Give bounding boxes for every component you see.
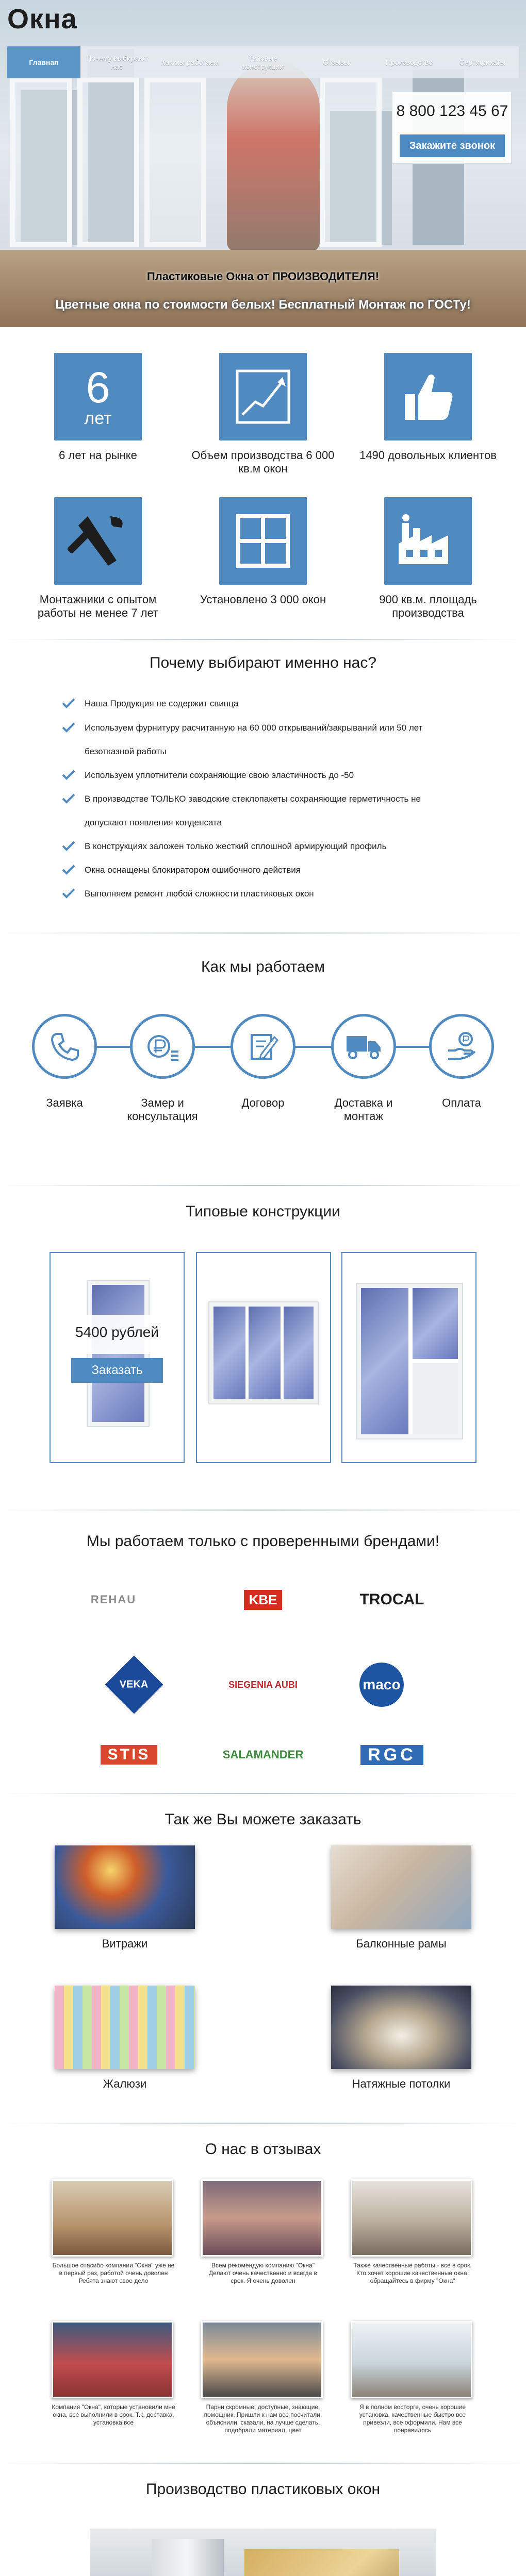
review-photo[interactable] bbox=[351, 2321, 472, 2398]
contract-pen-icon bbox=[231, 1014, 295, 1079]
ruble-coins-icon bbox=[130, 1014, 195, 1079]
step-payment bbox=[420, 1014, 503, 1110]
main-nav bbox=[7, 46, 519, 78]
how-title: Как мы работаем bbox=[201, 958, 325, 975]
order-item-label[interactable]: Витражи bbox=[102, 1937, 148, 1950]
section-divider bbox=[0, 1510, 526, 1511]
review-card bbox=[201, 2179, 325, 2285]
review-card bbox=[351, 2179, 474, 2285]
brand-logo-rehau: REHAU bbox=[90, 1593, 137, 1606]
why-item-text: В конструкциях заложен только жесткий сплошной армирующий профиль bbox=[85, 841, 387, 851]
balcony-frames-image[interactable] bbox=[331, 1845, 471, 1929]
thumbs-up-icon bbox=[384, 353, 472, 440]
hero-floor bbox=[0, 250, 526, 327]
feature-text: Монтажники с опытом работы не менее 7 лет bbox=[37, 593, 159, 619]
why-item bbox=[62, 888, 474, 900]
review-card bbox=[351, 2321, 474, 2434]
brand-logo-rgc: RGC bbox=[340, 1739, 443, 1770]
checkmark-icon bbox=[62, 722, 75, 733]
hero-family-photo bbox=[227, 62, 320, 252]
brand-logo-salamander: SALAMANDER bbox=[222, 1748, 304, 1761]
section-divider bbox=[0, 1185, 526, 1186]
nav-item-reviews[interactable]: Отзывы bbox=[323, 58, 350, 66]
review-text: Я в полном восторге, очень хорошие установка, качественные быстро все привезли, все оформили. Нам все понравилось bbox=[359, 2403, 466, 2434]
section-divider bbox=[0, 2123, 526, 2124]
hero-section bbox=[0, 0, 526, 327]
why-item-text: В производстве ТОЛЬКО заводские стеклопакеты сохраняющие герметичность не bbox=[85, 794, 421, 804]
header-phone-box bbox=[392, 92, 512, 164]
nav-item-certificates[interactable]: Сертификаты bbox=[459, 58, 505, 66]
step-label: Договор bbox=[241, 1096, 285, 1109]
why-item bbox=[62, 698, 474, 709]
brand-logo-siegenia: SIEGENIA AUBI bbox=[228, 1679, 298, 1690]
feature-volume bbox=[186, 353, 340, 476]
why-title: Почему выбирают именно нас? bbox=[149, 654, 377, 671]
brand-logo-stis: STIS bbox=[77, 1739, 180, 1770]
window-icon bbox=[219, 497, 307, 585]
why-item bbox=[62, 865, 474, 876]
why-item-text: Окна оснащены блокиратором ошибочного действия bbox=[85, 865, 301, 875]
payment-hand-icon bbox=[429, 1014, 494, 1079]
checkmark-icon bbox=[62, 770, 75, 780]
step-request bbox=[23, 1014, 106, 1110]
header-phone[interactable]: 8 800 123 45 67 bbox=[396, 103, 508, 120]
construction-card-balcony[interactable] bbox=[341, 1252, 476, 1463]
why-item-text: Используем фурнитуру расчитанную на 60 000 открываний/закрываний или 50 лет bbox=[85, 723, 423, 733]
feature-years-unit: лет bbox=[84, 409, 112, 428]
tools-icon bbox=[54, 497, 142, 585]
feature-years bbox=[21, 353, 175, 462]
order-item-label[interactable]: Балконные рамы bbox=[356, 1937, 447, 1950]
nav-item-constructions[interactable]: Типовые конструкции bbox=[242, 54, 284, 71]
why-item-continued: допускают появления конденсата bbox=[85, 818, 222, 827]
step-label: Заявка bbox=[46, 1096, 83, 1109]
feature-text: 1490 довольных клиентов bbox=[359, 449, 497, 462]
nav-item-production[interactable]: Производство bbox=[385, 58, 433, 66]
order-item-label[interactable]: Жалюзи bbox=[103, 2077, 147, 2090]
checkmark-icon bbox=[62, 793, 75, 804]
construction-card-single[interactable] bbox=[50, 1252, 185, 1463]
checkmark-icon bbox=[62, 698, 75, 708]
section-divider bbox=[0, 933, 526, 934]
stained-glass-image[interactable] bbox=[55, 1845, 195, 1929]
blinds-image[interactable] bbox=[55, 1986, 195, 2069]
brand-logo-veka: VEKA bbox=[83, 1659, 186, 1710]
review-text: Большое спасибо компании "Окна" уже не в первый раз, работой очень доволен Ребята знают свое дело bbox=[52, 2262, 175, 2284]
feature-installers bbox=[21, 497, 175, 620]
hero-window-frame bbox=[144, 77, 206, 247]
why-item-continued: безотказной работы bbox=[85, 747, 167, 756]
nav-item-home[interactable]: Главная bbox=[7, 46, 80, 78]
feature-area bbox=[351, 497, 505, 620]
feature-text: 900 кв.м. площадь производства bbox=[379, 593, 477, 619]
order-item-label[interactable]: Натяжные потолки bbox=[352, 2077, 451, 2090]
factory-icon bbox=[384, 497, 472, 585]
why-item bbox=[62, 793, 474, 805]
why-item-text: Используем уплотнители сохраняющие свою эластичность до -50 bbox=[85, 770, 354, 780]
review-text: Также качественные работы - все в срок. Кто хочет хорошие качественные окна, обращайтесь в фирму "Окна" bbox=[353, 2262, 472, 2284]
window-image bbox=[209, 1302, 318, 1403]
construction-price: 5400 рублей bbox=[75, 1324, 159, 1340]
feature-text: Объем производства 6 000 кв.м окон bbox=[191, 449, 335, 475]
why-item bbox=[62, 722, 474, 734]
hero-window-frame bbox=[77, 77, 139, 247]
step-contract bbox=[222, 1014, 304, 1110]
why-item-text: Наша Продукция не содержит свинца bbox=[85, 699, 239, 708]
window-image bbox=[357, 1284, 462, 1438]
review-photo[interactable] bbox=[201, 2321, 323, 2398]
why-item bbox=[62, 841, 474, 852]
why-item-text: Выполняем ремонт любой сложности пластиковых окон bbox=[85, 889, 314, 899]
brand-logo-trocal: TROCAL bbox=[359, 1591, 424, 1608]
production-title: Производство пластиковых окон bbox=[145, 2481, 381, 2498]
stretch-ceiling-image[interactable] bbox=[331, 1986, 471, 2069]
feature-text: 6 лет на рынке bbox=[59, 449, 137, 462]
reviews-title: О нас в отзывах bbox=[205, 2141, 321, 2158]
construction-card-triple[interactable] bbox=[196, 1252, 331, 1463]
review-photo[interactable] bbox=[52, 2321, 173, 2398]
checkmark-icon bbox=[62, 865, 75, 875]
checkmark-icon bbox=[62, 888, 75, 899]
section-divider bbox=[0, 2463, 526, 2464]
step-delivery bbox=[322, 1014, 405, 1123]
checkmark-icon bbox=[62, 841, 75, 851]
hero-subheadline: Цветные окна по стоимости белых! Бесплатный Монтаж по ГОСТу! bbox=[55, 298, 471, 312]
review-text: Компания "Окна", которые установили мне окна, все выполнили в срок. Т.к. доставка, установка все bbox=[52, 2403, 175, 2426]
step-label: Замер и консультация bbox=[127, 1096, 198, 1123]
step-measure bbox=[121, 1014, 204, 1123]
review-text: Всем рекомендую компанию "Окна" Делают очень качественно и всегда в срок. Я очень доволен bbox=[209, 2262, 317, 2284]
brand-logo-kbe: KBE bbox=[211, 1584, 315, 1615]
feature-clients bbox=[351, 353, 505, 462]
feature-installed bbox=[186, 497, 340, 606]
review-card bbox=[201, 2321, 325, 2434]
hero-headline: Пластиковые Окна от ПРОИЗВОДИТЕЛЯ! bbox=[146, 270, 380, 283]
phone-icon bbox=[32, 1014, 97, 1079]
nav-item-how-we-work[interactable]: Как мы работаем bbox=[161, 58, 219, 66]
section-divider bbox=[0, 639, 526, 640]
production-video-player[interactable] bbox=[90, 2529, 436, 2576]
why-item bbox=[62, 770, 474, 781]
brands-title: Мы работаем только с проверенными брендами! bbox=[86, 1533, 440, 1550]
chart-line-icon bbox=[219, 353, 307, 440]
nav-item-why-us[interactable]: Почему выбирают нас bbox=[86, 54, 147, 71]
delivery-truck-icon bbox=[331, 1014, 396, 1079]
review-photo[interactable] bbox=[52, 2179, 173, 2257]
feature-years-number: 6 bbox=[86, 363, 110, 412]
review-card bbox=[52, 2321, 175, 2427]
review-text: Парни скромные, доступные, знающие, помощник. Пришли к нам все посчитали, объяснили, сказали, на лучше сделать, подобрали материал, цвет bbox=[204, 2403, 322, 2434]
step-label: Доставка и монтаж bbox=[334, 1096, 393, 1123]
order-title: Так же Вы можете заказать bbox=[165, 1811, 361, 1828]
constructions-title: Типовые конструкции bbox=[186, 1203, 340, 1220]
brand-logo-maco: maco bbox=[330, 1659, 433, 1710]
number-badge-icon bbox=[54, 353, 142, 440]
hero-window-frame bbox=[320, 77, 382, 247]
review-photo[interactable] bbox=[201, 2179, 323, 2257]
section-divider bbox=[0, 1793, 526, 1794]
request-call-button[interactable]: Закажите звонок bbox=[400, 134, 505, 157]
review-photo[interactable] bbox=[351, 2179, 472, 2257]
step-label: Оплата bbox=[442, 1096, 481, 1109]
review-card bbox=[52, 2179, 175, 2285]
feature-text: Установлено 3 000 окон bbox=[200, 593, 326, 606]
hero-window-frame bbox=[10, 77, 72, 247]
site-logo[interactable]: Окна bbox=[7, 4, 77, 35]
order-construction-button[interactable]: Заказать bbox=[71, 1358, 163, 1383]
